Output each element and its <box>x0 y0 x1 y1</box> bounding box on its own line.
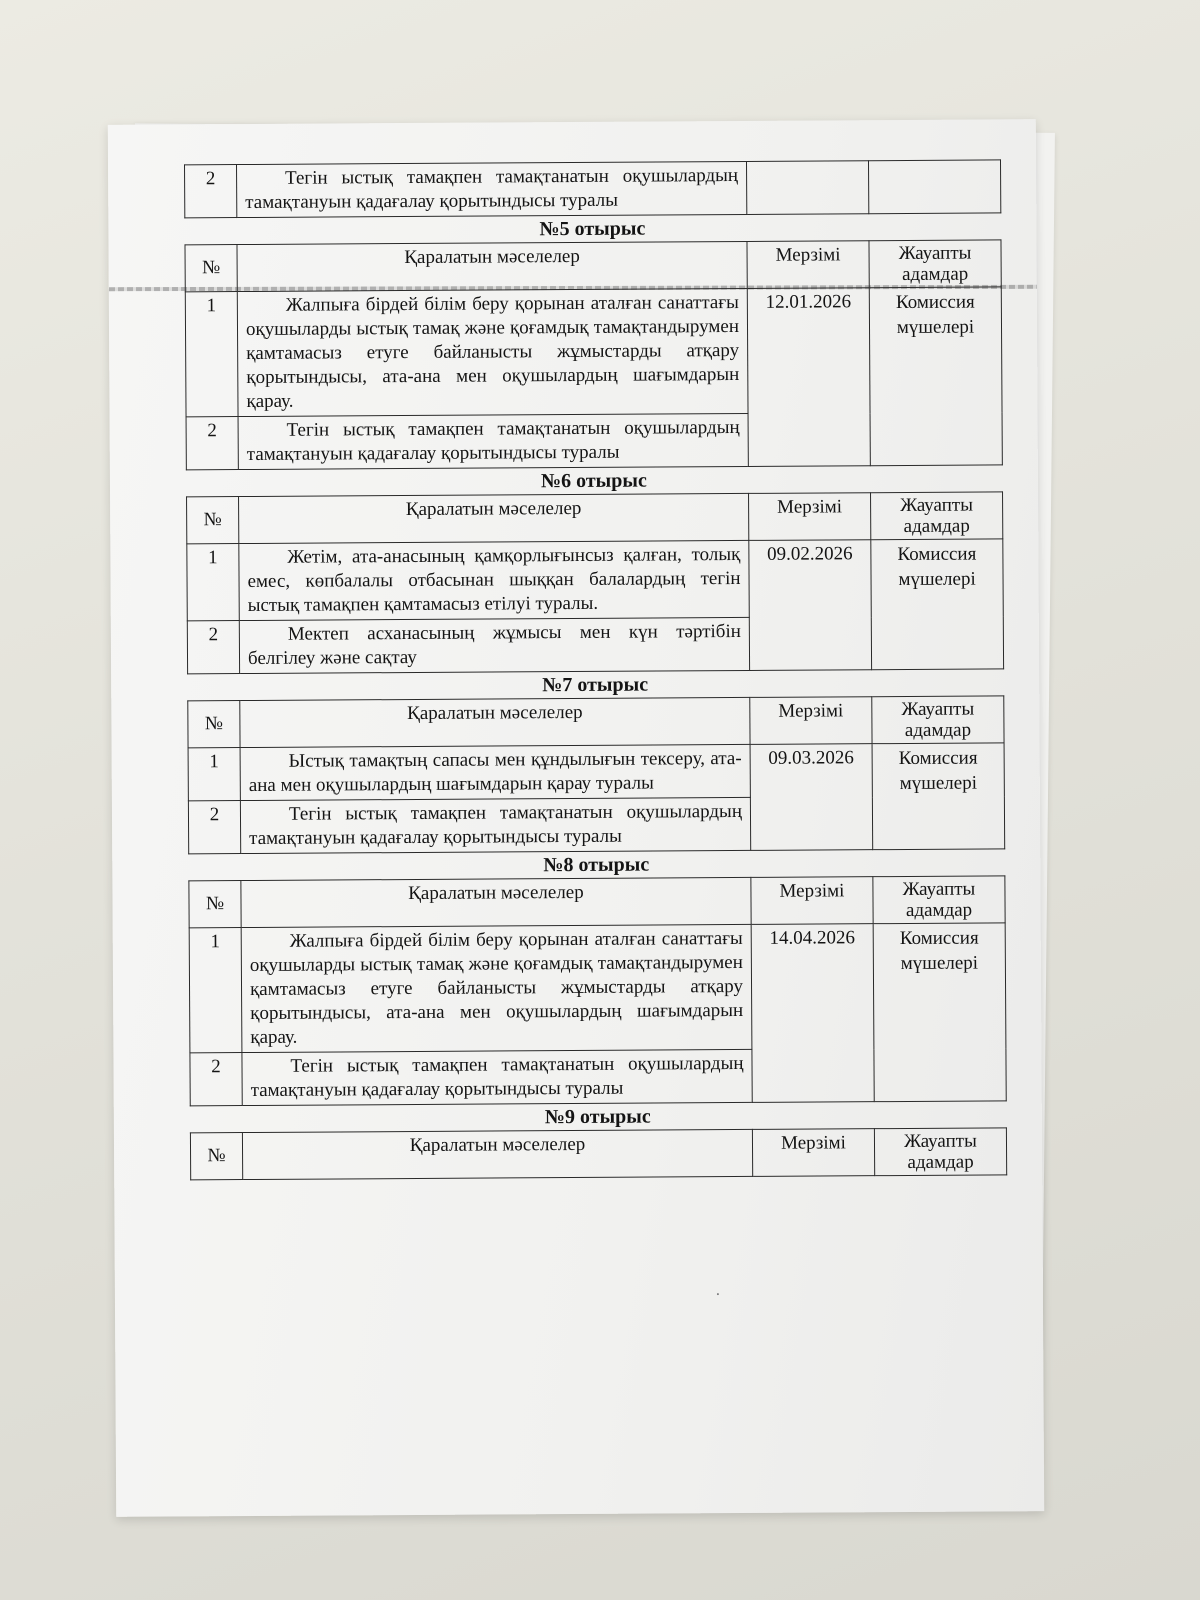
table-header-row <box>185 240 1001 292</box>
row-date: 14.04.2026 <box>751 924 874 1103</box>
row-responsible: Комиссия мүшелері <box>873 923 1006 1102</box>
table-row <box>185 287 1002 417</box>
header-responsible: Жауапты адамдар <box>869 240 1001 288</box>
row-responsible-empty <box>868 160 1000 214</box>
header-issue: Қаралатын мәселелер <box>242 1129 752 1179</box>
table-header-row <box>190 1128 1006 1180</box>
header-issue: Қаралатын мәселелер <box>240 697 750 747</box>
session-table <box>184 239 1002 470</box>
header-responsible: Жауапты адамдар <box>874 1128 1006 1176</box>
row-issue: Жалпыға бірдей білім беру қорынан аталған санаттағы оқушыларды ыстық тамақ және қоғамдық тамақтандырумен қамтамасыз етуге байланысты жұмыстарды атқару қорытындысы, ата-ана мен оқушылардың шағымдарын қарау. <box>237 288 748 416</box>
row-date: 12.01.2026 <box>747 288 870 467</box>
header-date: Мерзімі <box>752 1129 874 1177</box>
header-num: № <box>189 881 241 928</box>
header-num: № <box>188 701 240 748</box>
row-number: 2 <box>186 417 238 470</box>
row-number: 2 <box>188 801 240 854</box>
document-content <box>184 159 1006 1180</box>
header-num: № <box>187 497 239 544</box>
header-issue: Қаралатын мәселелер <box>239 493 749 543</box>
row-issue: Жетім, ата-анасының қамқорлығынсыз қалған, толық емес, көпбалалы отбасынан шыққан балалардың тегін ыстық тамақпен қамтамасыз етілуі туралы. <box>239 540 749 620</box>
header-num: № <box>185 245 237 292</box>
header-date: Мерзімі <box>751 877 873 925</box>
table-continuation <box>184 159 1001 218</box>
row-number: 2 <box>187 621 239 674</box>
header-issue: Қаралатын мәселелер <box>237 241 747 291</box>
row-responsible: Комиссия мүшелері <box>869 287 1002 466</box>
session-heading: №6 отырыс <box>540 469 647 493</box>
session-table <box>186 491 1004 674</box>
document-page <box>108 119 1044 1517</box>
table-row <box>185 160 1001 218</box>
row-number: 1 <box>189 928 242 1053</box>
table-header-row <box>189 876 1005 928</box>
header-responsible: Жауапты адамдар <box>872 696 1004 744</box>
row-date-empty <box>746 161 868 215</box>
row-issue: Тегін ыстық тамақпен тамақтанатын оқушылардың тамақтануын қадағалау қорытындысы туралы <box>242 1049 752 1105</box>
row-number: 2 <box>185 165 237 218</box>
row-number: 2 <box>190 1053 242 1106</box>
row-responsible: Комиссия мүшелері <box>871 539 1004 670</box>
row-number: 1 <box>188 748 240 801</box>
table-header-row <box>187 492 1003 544</box>
row-number: 1 <box>187 544 239 621</box>
session-heading: №5 отырыс <box>539 217 646 241</box>
table-row <box>187 539 1003 621</box>
row-date: 09.02.2026 <box>749 540 872 671</box>
header-issue: Қаралатын мәселелер <box>241 877 751 927</box>
header-responsible: Жауапты адамдар <box>873 876 1005 924</box>
row-issue: Ыстық тамақтың сапасы мен құндылығын тексеру, ата-ана мен оқушылардың шағымдарын қарау туралы <box>240 744 750 800</box>
row-issue: Жалпыға бірдей білім беру қорынан аталған санаттағы оқушыларды ыстық тамақ және қоғамдық тамақтандырумен қамтамасыз етуге байланысты жұмыстарды атқару қорытындысы, ата-ана мен оқушылардың шағымдарын қарау. <box>241 924 752 1052</box>
table-row <box>189 923 1006 1053</box>
header-date: Мерзімі <box>749 493 871 541</box>
row-date: 09.03.2026 <box>750 744 873 851</box>
row-number: 1 <box>185 292 238 417</box>
row-issue: Тегін ыстық тамақпен тамақтанатын оқушылардың тамақтануын қадағалау қорытындысы туралы <box>238 413 748 469</box>
header-date: Мерзімі <box>750 697 872 745</box>
header-num: № <box>190 1133 242 1180</box>
session-heading: №7 отырыс <box>542 673 649 697</box>
session-table <box>187 695 1005 854</box>
row-issue: Мектеп асханасының жұмысы мен күн тәртібін белгілеу және сақтау <box>239 617 749 673</box>
session-table <box>188 875 1006 1106</box>
row-responsible: Комиссия мүшелері <box>872 743 1005 850</box>
header-responsible: Жауапты адамдар <box>871 492 1003 540</box>
session-heading: №8 отырыс <box>543 853 650 877</box>
session-table <box>190 1127 1007 1180</box>
header-date: Мерзімі <box>747 241 869 289</box>
table-row <box>188 743 1004 801</box>
session-heading: №9 отырыс <box>544 1105 651 1129</box>
speck <box>717 1293 719 1295</box>
table-header-row <box>188 696 1004 748</box>
row-issue: Тегін ыстық тамақпен тамақтанатын оқушылардың тамақтануын қадағалау қорытындысы туралы <box>237 161 747 217</box>
row-issue: Тегін ыстық тамақпен тамақтанатын оқушылардың тамақтануын қадағалау қорытындысы туралы <box>240 797 750 853</box>
